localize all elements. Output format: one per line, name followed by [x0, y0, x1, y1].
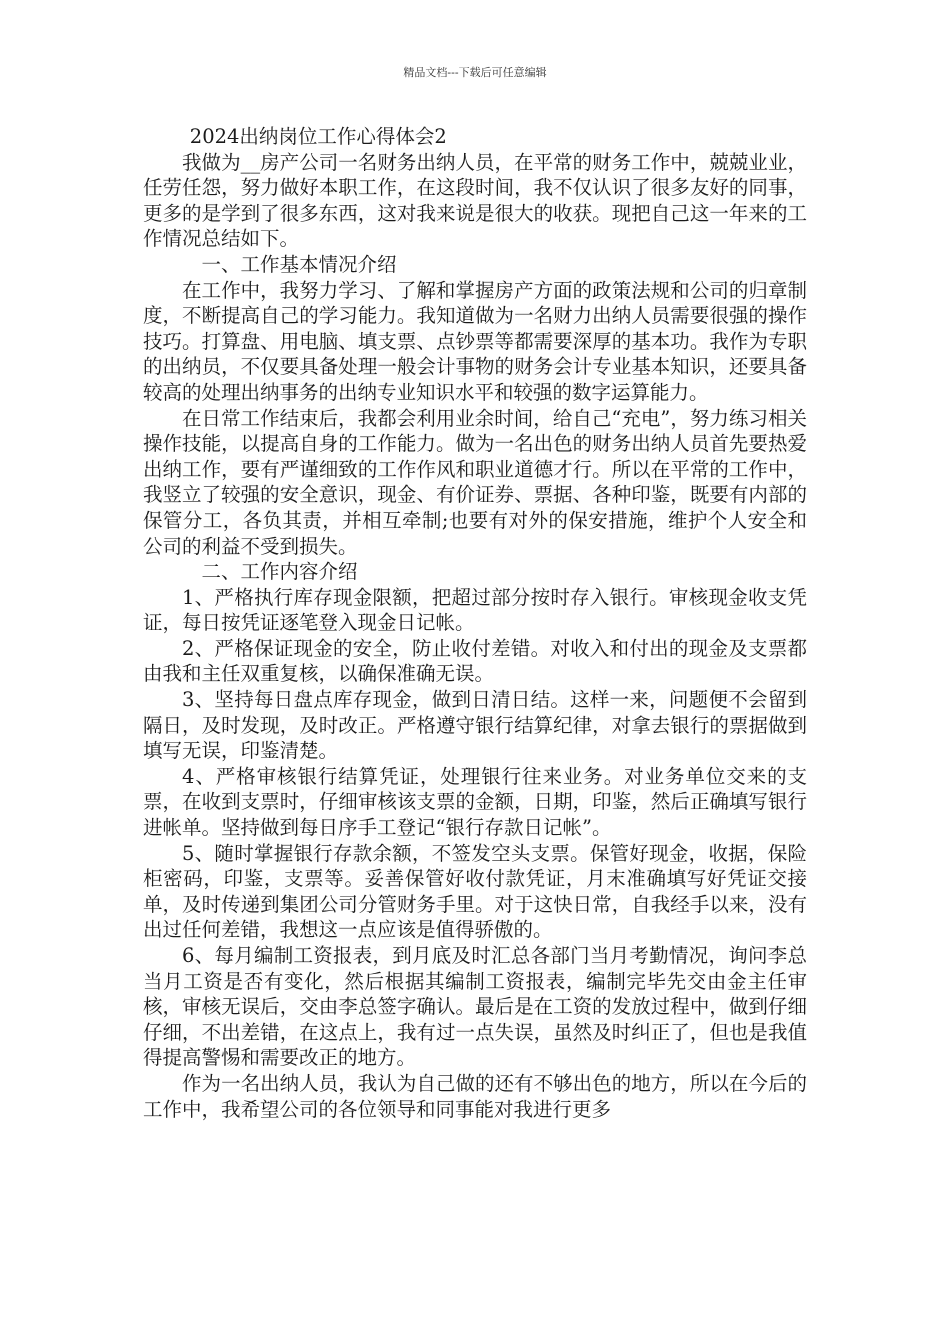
- section-heading-work-content: 二、工作内容介绍: [201, 560, 358, 584]
- paragraph-item-1: 1、严格执行库存现金限额，把超过部分按时存入银行。审核现金收支凭证，每日按凭证逐笔登入现金日记帐。: [143, 585, 807, 635]
- paragraph-item-4: 4、严格审核银行结算凭证，处理银行往来业务。对业务单位交来的支票，在收到支票时，仔细审核该支票的金额，日期，印鉴，然后正确填写银行进帐单。坚持做到每日序手工登记“银行存款日记帐”。: [143, 764, 807, 840]
- paragraph-item-3: 3、坚持每日盘点库存现金，做到日清日结。这样一来，问题便不会留到隔日，及时发现，及时改正。严格遵守银行结算纪律，对拿去银行的票据做到填写无误，印鉴清楚。: [143, 688, 807, 763]
- paragraph-basic-info: 在工作中，我努力学习、了解和掌握房产方面的政策法规和公司的归章制度，不断提高自己的学习能力。我知道做为一名财力出纳人员需要很强的操作技巧。打算盘、用电脑、填支票、点钞票等都需要深厚的基本功。我作为专职的出纳员，不仅要具备处理一般会计事物的财务会计专业基本知识，还要具备较高的处理出纳事务的出纳专业知识水平和较强的数字运算能力。: [143, 278, 807, 404]
- section-heading-basic-info: 一、工作基本情况介绍: [201, 252, 397, 276]
- paragraph-daily-work: 在日常工作结束后，我都会利用业余时间，给自己“充电”，努力练习相关操作技能，以提高自身的工作能力。做为一名出色的财务出纳人员首先要热爱出纳工作，要有严谨细致的工作作风和职业道德才行。所以在平常的工作中，我竖立了较强的安全意识，现金、有价证券、票据、各种印鉴，既要有内部的保管分工，各负其责，并相互牵制;也要有对外的保安措施，维护个人安全和公司的利益不受到损失。: [143, 406, 807, 558]
- paragraph-closing: 作为一名出纳人员，我认为自己做的还有不够出色的地方，所以在今后的工作中，我希望公司的各位领导和同事能对我进行更多: [143, 1071, 807, 1121]
- paragraph-item-6: 6、每月编制工资报表，到月底及时汇总各部门当月考勤情况，询问李总当月工资是否有变化，然后根据其编制工资报表，编制完毕先交由金主任审核，审核无误后，交由李总签字确认。最后是在工资的发放过程中，做到仔细仔细，不出差错，在这点上，我有过一点失误，虽然及时纠正了，但也是我值得提高警惕和需要改正的地方。: [143, 944, 807, 1070]
- paragraph-intro: 我做为__房产公司一名财务出纳人员，在平常的财务工作中，兢兢业业，任劳任怨，努力做好本职工作，在这段时间，我不仅认识了很多友好的同事，更多的是学到了很多东西，这对我来说是很大的收获。现把自己这一年来的工作情况总结如下。: [143, 150, 807, 251]
- paragraph-item-2: 2、严格保证现金的安全，防止收付差错。对收入和付出的现金及支票都由我和主任双重复核，以确保准确无误。: [143, 636, 807, 686]
- page-header: 精品文档---下载后可任意编辑: [403, 66, 547, 79]
- document-title: 2024出纳岗位工作心得体会2: [189, 125, 447, 148]
- document-body: [143, 124, 807, 1122]
- paragraph-item-5: 5、随时掌握银行存款余额，不签发空头支票。保管好现金，收据，保险柜密码，印鉴，支票等。妥善保管好收付款凭证，月末准确填写好凭证交接单，及时传递到集团公司分管财务手里。对于这快日常，自我经手以来，没有出过任何差错，我想这一点应该是值得骄傲的。: [143, 841, 807, 942]
